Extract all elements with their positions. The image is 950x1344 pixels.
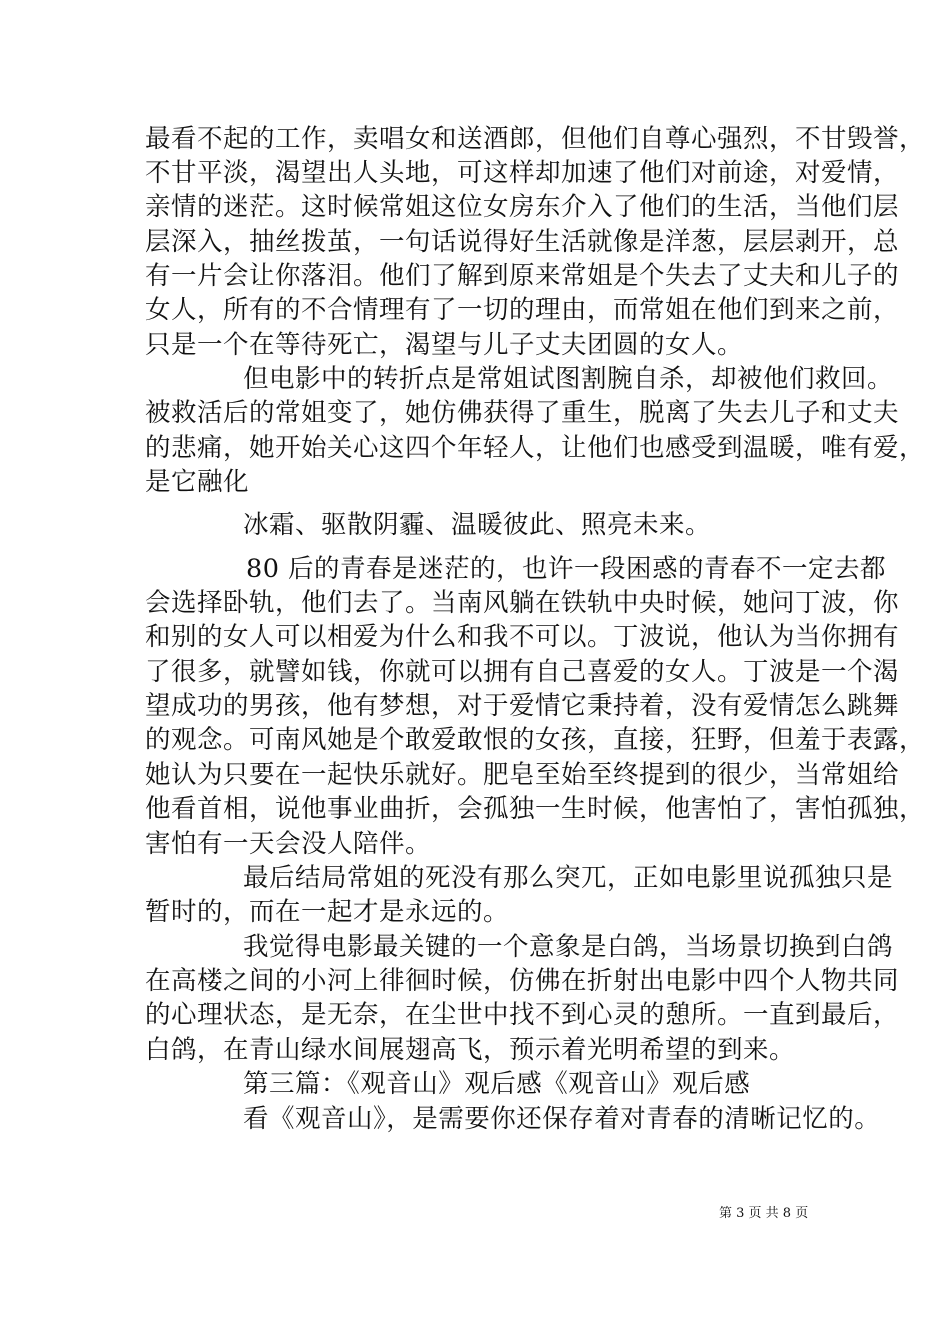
text-line: 女人，所有的不合情理有了一切的理由，而常姐在他们到来之前， [145, 295, 900, 325]
text-line: 了很多，就譬如钱，你就可以拥有自己喜爱的女人。丁波是一个渴 [145, 657, 900, 687]
text-line: 最后结局常姐的死没有那么突兀，正如电影里说孤独只是 [243, 863, 894, 893]
text-line: 只是一个在等待死亡，渴望与儿子丈夫团圆的女人。 [145, 330, 744, 360]
text-line: 白鸽，在青山绿水间展翅高飞，预示着光明希望的到来。 [145, 1035, 796, 1065]
page-number: 第 3 页 共 8 页 [719, 1206, 809, 1221]
text-line: 但电影中的转折点是常姐试图割腕自杀，却被他们救回。 [243, 364, 894, 394]
text-line: 他看首相，说他事业曲折，会孤独一生时候，他害怕了，害怕孤独， [145, 794, 926, 824]
text-line: 层深入，抽丝拨茧，一句话说得好生活就像是洋葱，层层剥开，总 [145, 227, 900, 257]
text-line: 看《观音山》，是需要你还保存着对青春的清晰记忆的。 [243, 1104, 881, 1134]
text-line: 我觉得电影最关键的一个意象是白鸽，当场景切换到白鸽 [243, 932, 894, 962]
text-line: 亲情的迷茫。这时候常姐这位女房东介入了他们的生活，当他们层 [145, 192, 900, 222]
text-line: 不甘平淡，渴望出人头地，可这样却加速了他们对前途，对爱情， [145, 158, 900, 188]
text-line: 被救活后的常姐变了，她仿佛获得了重生，脱离了失去儿子和丈夫 [145, 398, 900, 428]
text-line: 最看不起的工作，卖唱女和送酒郎，但他们自尊心强烈，不甘毁誉， [145, 124, 926, 154]
text-line: 80 后的青春是迷茫的，也许一段困惑的青春不一定去都 [246, 554, 887, 584]
text-line: 是它融化 [145, 467, 250, 497]
text-line: 望成功的男孩，他有梦想，对于爱情它秉持着，没有爱情怎么跳舞 [145, 691, 900, 721]
text-line: 的观念。可南风她是个敢爱敢恨的女孩，直接，狂野，但羞于表露， [145, 725, 926, 755]
section-heading: 第三篇：《观音山》观后感《观音山》观后感 [243, 1069, 751, 1099]
text-line: 冰霜、驱散阴霾、温暖彼此、照亮未来。 [243, 510, 712, 540]
text-line: 和别的女人可以相爱为什么和我不可以。丁波说，他认为当你拥有 [145, 622, 900, 652]
text-line: 的悲痛，她开始关心这四个年轻人，让他们也感受到温暖，唯有爱， [145, 433, 926, 463]
text-line: 有一片会让你落泪。他们了解到原来常姐是个失去了丈夫和儿子的 [145, 261, 900, 291]
text-line: 暂时的，而在一起才是永远的。 [145, 897, 510, 927]
text-line: 她认为只要在一起快乐就好。肥皂至始至终提到的很少，当常姐给 [145, 760, 900, 790]
text-line: 害怕有一天会没人陪伴。 [145, 829, 432, 859]
text-line: 在高楼之间的小河上徘徊时候，仿佛在折射出电影中四个人物共同 [145, 966, 900, 996]
text-line: 会选择卧轨，他们去了。当南风躺在铁轨中央时候，她问丁波，你 [145, 588, 900, 618]
text-line: 的心理状态，是无奈，在尘世中找不到心灵的憩所。一直到最后， [145, 1000, 900, 1030]
